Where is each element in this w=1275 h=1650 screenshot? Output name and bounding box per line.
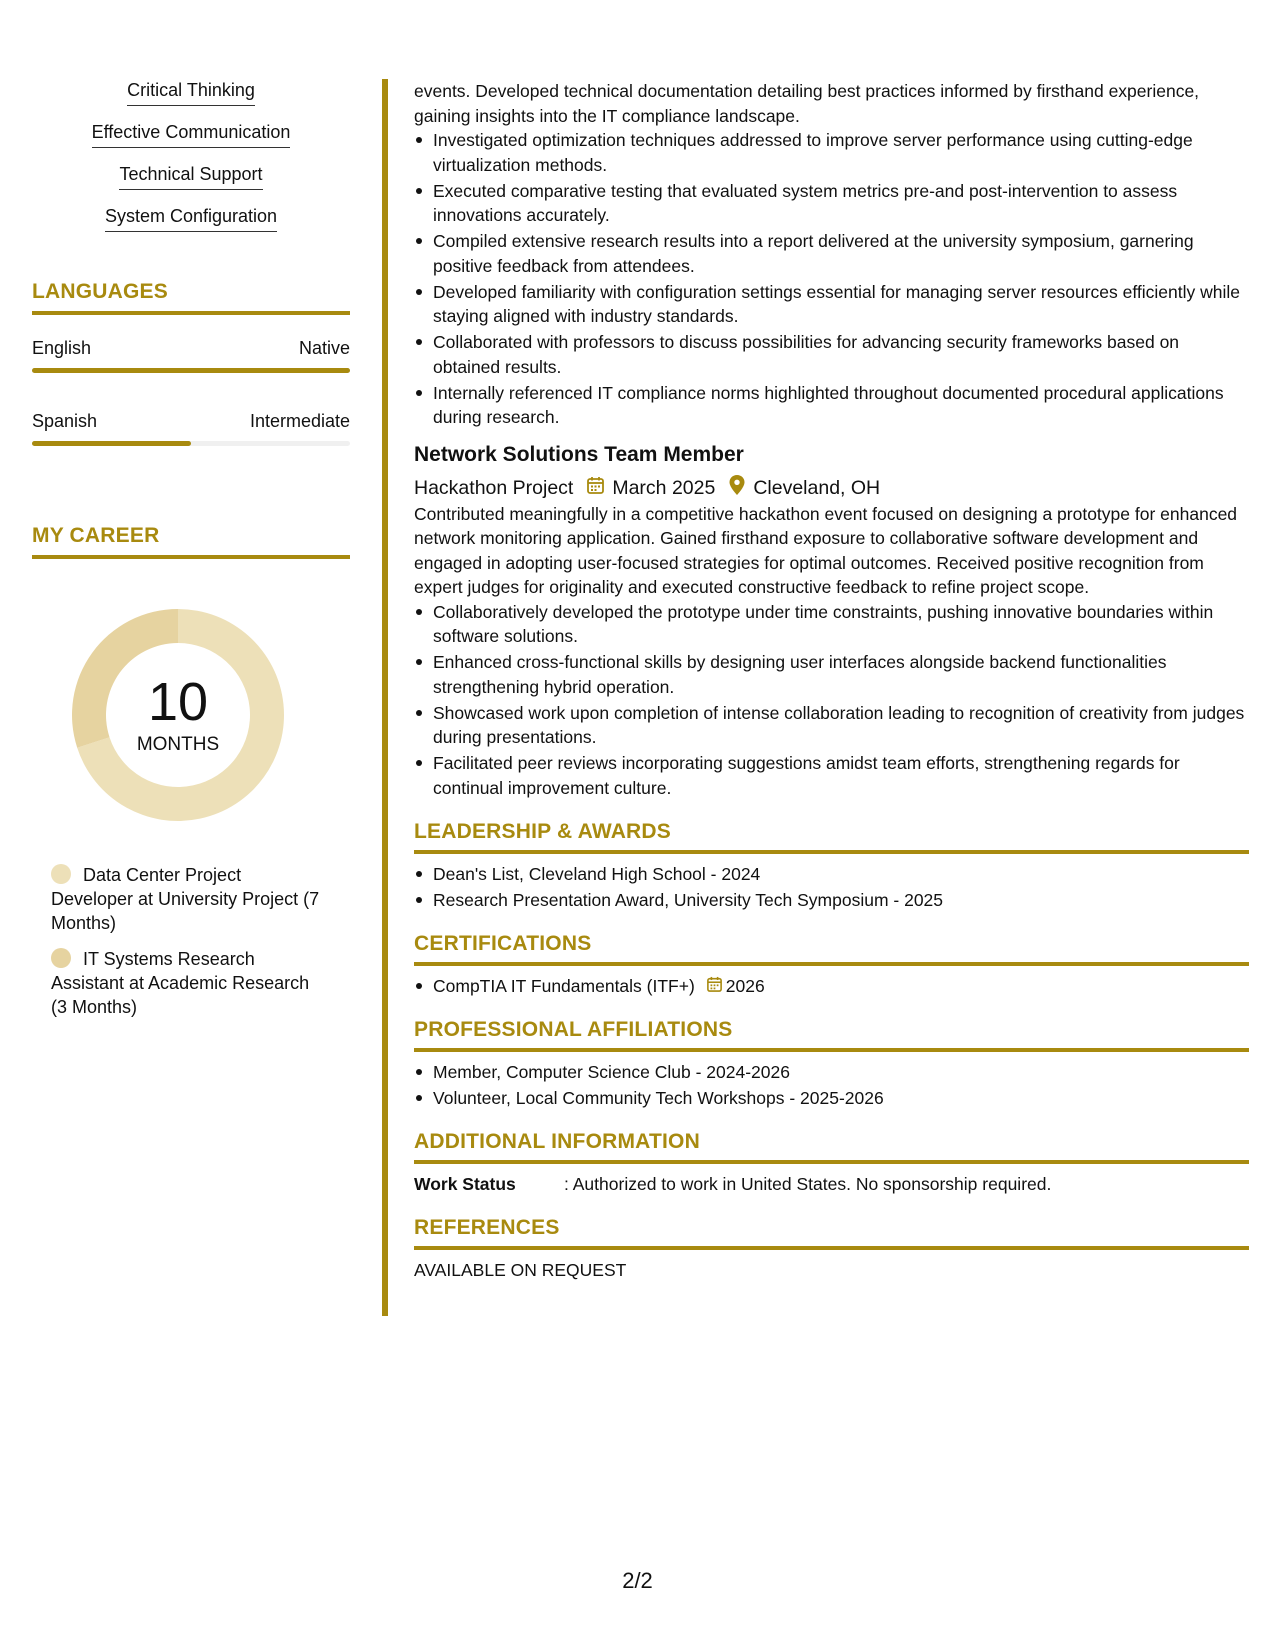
column-divider [382, 79, 388, 1316]
donut-center [66, 603, 290, 827]
career-section [32, 524, 350, 1019]
skill-item: System Configuration [32, 206, 350, 232]
additional-info-section [414, 1130, 1249, 1196]
bullet-item: Facilitated peer reviews incorporating suggestions amidst team efforts, strengthening regards for continual improvement culture. [414, 751, 1249, 800]
skill-item: Technical Support [32, 164, 350, 190]
career-total-value: 10 [147, 672, 209, 732]
languages-section [32, 280, 350, 446]
bullet-item: Collaborated with professors to discuss possibilities for advancing security frameworks based on obtained results. [414, 330, 1249, 379]
references-section [414, 1216, 1249, 1282]
location-pin-icon [729, 475, 745, 502]
section-rule [414, 850, 1249, 854]
section-rule [414, 1160, 1249, 1164]
language-row-english [32, 338, 350, 359]
job-date: March 2025 [612, 477, 716, 499]
career-total-unit: MONTHS [136, 734, 220, 755]
language-level: Native [298, 338, 350, 358]
career-legend-item: IT Systems Research Assistant at Academic Research (3 Months) [51, 949, 310, 1017]
skills-list [32, 80, 350, 232]
legend-dot [51, 864, 71, 884]
section-rule [32, 311, 350, 315]
additional-info-title: ADDITIONAL INFORMATION [414, 1130, 700, 1153]
bullet-item: Internally referenced IT compliance norms highlighted throughout documented procedural applications during research. [414, 381, 1249, 430]
language-bar-spanish [32, 441, 350, 446]
job-description: Contributed meaningfully in a competitive hackathon event focused on designing a prototype for enhanced network monitoring application. Gained firsthand exposure to collaborative software development and engaged in adopting user-focused strategies for optimal outcomes. Received positive recognition from expert judges for originality and executed constructive feedback to refine project scope. [414, 503, 1238, 597]
leadership-section [414, 820, 1249, 912]
work-status-value: : Authorized to work in United States. No sponsorship required. [564, 1173, 1052, 1194]
skill-item: Effective Communication [32, 122, 350, 148]
work-status-row [414, 1172, 1249, 1197]
affiliations-section [414, 1018, 1249, 1110]
left-column [32, 80, 350, 1031]
calendar-icon [707, 974, 722, 999]
bullet-item [414, 974, 1249, 999]
job-org: Hackathon Project [414, 477, 574, 499]
cert-year: 2026 [725, 975, 765, 996]
leadership-list [414, 862, 1249, 913]
job-location: Cleveland, OH [753, 477, 881, 499]
work-status-label: Work Status [414, 1173, 516, 1194]
legend-dot [51, 948, 71, 968]
cert-item [433, 974, 1249, 999]
job-title: Network Solutions Team Member [414, 442, 744, 466]
affiliations-title: PROFESSIONAL AFFILIATIONS [414, 1018, 733, 1041]
language-name: Spanish [32, 411, 98, 431]
page-number: 2/2 [622, 1568, 653, 1593]
certifications-section [414, 932, 1249, 998]
bullet-item: Showcased work upon completion of intense collaboration leading to recognition of creativity from judges during presentations. [414, 701, 1249, 750]
calendar-icon [587, 476, 604, 501]
references-title: REFERENCES [414, 1216, 560, 1239]
career-donut [66, 603, 290, 827]
bullet-item: Member, Computer Science Club - 2024-2026 [414, 1060, 1249, 1085]
job-bullets [414, 600, 1249, 801]
affiliations-list [414, 1060, 1249, 1111]
job-meta [414, 475, 1249, 502]
bullet-item: Investigated optimization techniques addressed to improve server performance using cutting-edge virtualization methods. [414, 128, 1249, 177]
language-bar-fill [32, 368, 350, 373]
bullet-item: Enhanced cross-functional skills by designing user interfaces alongside backend functionalities strengthening hybrid operation. [414, 650, 1249, 699]
section-rule [414, 1048, 1249, 1052]
section-rule [32, 555, 350, 559]
certifications-title: CERTIFICATIONS [414, 932, 592, 955]
cert-name: CompTIA IT Fundamentals (ITF+) [433, 975, 695, 996]
skill-item: Critical Thinking [32, 80, 350, 106]
references-text: AVAILABLE ON REQUEST [414, 1259, 627, 1280]
leadership-title: LEADERSHIP & AWARDS [414, 820, 671, 843]
right-column [414, 79, 1249, 1282]
bullet-item: Research Presentation Award, University Tech Symposium - 2025 [414, 888, 1249, 913]
bullet-item: Executed comparative testing that evaluated system metrics pre-and post-intervention to assess innovations accurately. [414, 179, 1249, 228]
certifications-list [414, 974, 1249, 999]
career-legend [51, 863, 321, 1019]
languages-title: LANGUAGES [32, 280, 168, 303]
section-rule [414, 1246, 1249, 1250]
bullet-item: Collaboratively developed the prototype under time constraints, pushing innovative boundaries within software solutions. [414, 600, 1249, 649]
language-row-spanish [32, 411, 350, 432]
language-bar-english [32, 368, 350, 373]
language-name: English [32, 338, 92, 358]
language-level: Intermediate [249, 411, 350, 431]
experience-continued-text: events. Developed technical documentation detailing best practices informed by firsthand experience, gaining insights into the IT compliance landscape. [414, 81, 1200, 126]
bullet-item: Compiled extensive research results into a report delivered at the university symposium, garnering positive feedback from attendees. [414, 229, 1249, 278]
language-bar-fill [32, 441, 191, 446]
bullet-item: Dean's List, Cleveland High School - 2024 [414, 862, 1249, 887]
experience-continued-bullets [414, 128, 1249, 430]
career-legend-item: Data Center Project Developer at University Project (7 Months) [51, 865, 320, 933]
bullet-item: Volunteer, Local Community Tech Workshops - 2025-2026 [414, 1086, 1249, 1111]
career-title: MY CAREER [32, 524, 160, 547]
bullet-item: Developed familiarity with configuration settings essential for managing server resources efficiently while staying aligned with industry standards. [414, 280, 1249, 329]
section-rule [414, 962, 1249, 966]
